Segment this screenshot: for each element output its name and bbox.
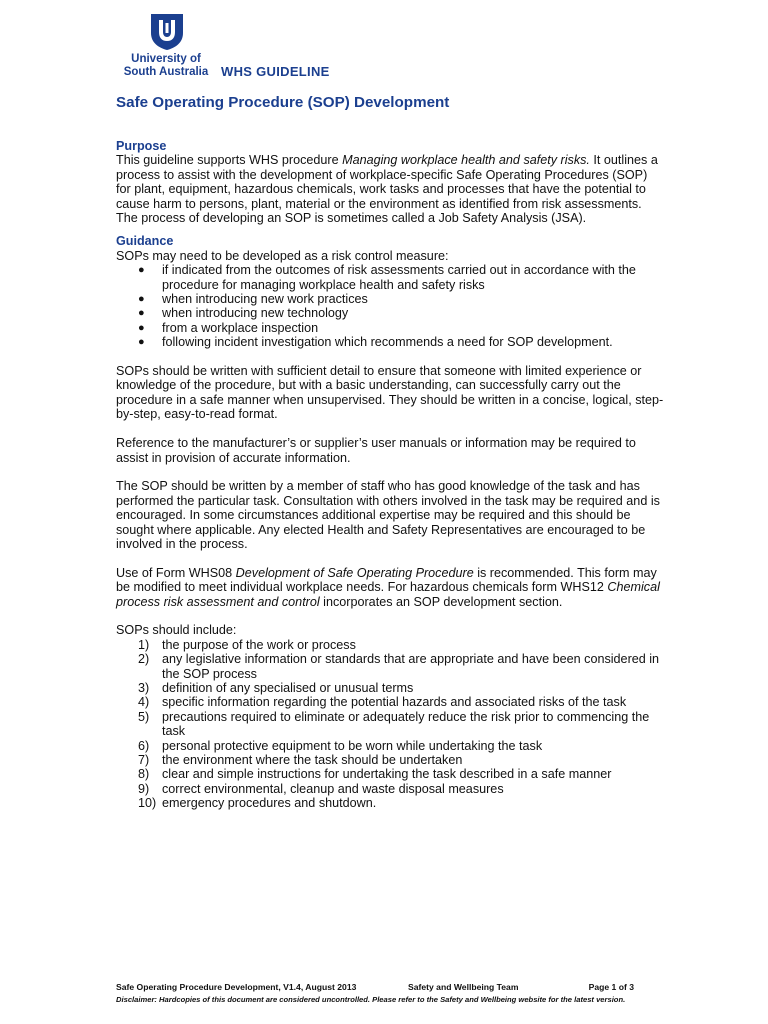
page-footer: [116, 982, 656, 1004]
list-item: 10) emergency procedures and shutdown.: [138, 796, 377, 811]
list-item: ● when introducing new technology: [138, 306, 349, 321]
list-item: 3) definition of any specialised or unusual terms: [138, 680, 414, 695]
staff-paragraph: The SOP should be written by a member of staff who has good knowledge of the task and has performed the particular task. Consultation with others involved in the task may be required and is encouraged. In some circumstances additional expertise may be required and this should be sought where applicable. Any elected Health and Safety Representatives are encouraged to be involved in the process.: [116, 479, 660, 551]
university-name: University of South Australia: [123, 53, 209, 78]
document-title: Safe Operating Procedure (SOP) Development: [116, 94, 450, 111]
footer-doc-ref: Safe Operating Procedure Development, V1.4, August 2013: [116, 982, 357, 992]
bullet-icon: ●: [138, 321, 145, 334]
list-item: 1) the purpose of the work or process: [138, 637, 356, 652]
purpose-heading: Purpose: [116, 139, 167, 153]
sop-contents-list: [116, 638, 664, 811]
list-item: ● following incident investigation which recommends a need for SOP development.: [138, 335, 613, 350]
university-crest-icon: [150, 13, 184, 51]
document-body: [116, 139, 664, 811]
risk-control-list: [116, 263, 664, 349]
include-intro: SOPs should include:: [116, 623, 237, 638]
footer-page-number: Page 1 of 3: [588, 982, 634, 992]
detail-paragraph: SOPs should be written with sufficient detail to ensure that someone with limited experience or knowledge of the procedure, but with a basic understanding, can successfully carry out the procedure in a safe manner when unsupervised. They should be written in a concise, logical, step-by-step, easy-to-read format.: [116, 364, 664, 422]
list-item: 2) any legislative information or standards that are appropriate and have been considered in the SOP process: [138, 652, 660, 681]
bullet-icon: ●: [138, 264, 145, 277]
bullet-icon: ●: [138, 293, 145, 306]
procedure-name: Managing workplace health and safety risks.: [342, 153, 590, 168]
guideline-label: WHS GUIDELINE: [221, 64, 330, 79]
list-item: ● if indicated from the outcomes of risk assessments carried out in accordance with the procedure for managing workplace health and safety risks: [138, 263, 636, 292]
form-paragraph: Use of Form WHS08 Development of Safe Operating Procedure is recommended. This form may be modified to meet individual workplace needs. For hazardous chemicals form WHS12 Chemical process risk assessment and control incorporates an SOP development section.: [116, 565, 660, 609]
list-item: 4) specific information regarding the potential hazards and associated risks of the task: [138, 695, 627, 710]
form-whs12-title: Chemical process risk assessment and control: [116, 580, 660, 609]
list-item: 5) precautions required to eliminate or adequately reduce the risk prior to commencing the task: [138, 709, 650, 739]
list-item: ● from a workplace inspection: [138, 320, 319, 335]
form-whs08-title: Development of Safe Operating Procedure: [235, 565, 474, 580]
list-item: ● when introducing new work practices: [138, 292, 368, 307]
list-item: 9) correct environmental, cleanup and waste disposal measures: [138, 781, 504, 796]
list-item: 6) personal protective equipment to be worn while undertaking the task: [138, 738, 543, 753]
purpose-paragraph: This guideline supports WHS procedure Managing workplace health and safety risks. It outlines a process to assist with the development of workplace-specific Safe Operating Procedures (SOP) for plant, equipment, hazardous chemicals, work tasks and processes that have the potential to cause harm to persons, plant, material or the environment as identified from risk assessments. The process of developing an SOP is sometimes called a Job Safety Analysis (JSA).: [116, 153, 658, 226]
footer-disclaimer: Disclaimer: Hardcopies of this document are considered uncontrolled. Please refer to the Safety and Wellbeing website for the latest version.: [116, 995, 626, 1004]
footer-team: Safety and Wellbeing Team: [408, 982, 519, 992]
manuals-paragraph: Reference to the manufacturer’s or supplier’s user manuals or information may be required to assist in provision of accurate information.: [116, 436, 636, 465]
bullet-icon: ●: [138, 307, 145, 320]
guidance-heading: Guidance: [116, 234, 174, 249]
bullet-icon: ●: [138, 336, 145, 349]
list-item: 7) the environment where the task should be undertaken: [138, 752, 463, 767]
guidance-intro: SOPs may need to be developed as a risk control measure:: [116, 248, 449, 263]
list-item: 8) clear and simple instructions for undertaking the task described in a safe manner: [138, 767, 612, 782]
